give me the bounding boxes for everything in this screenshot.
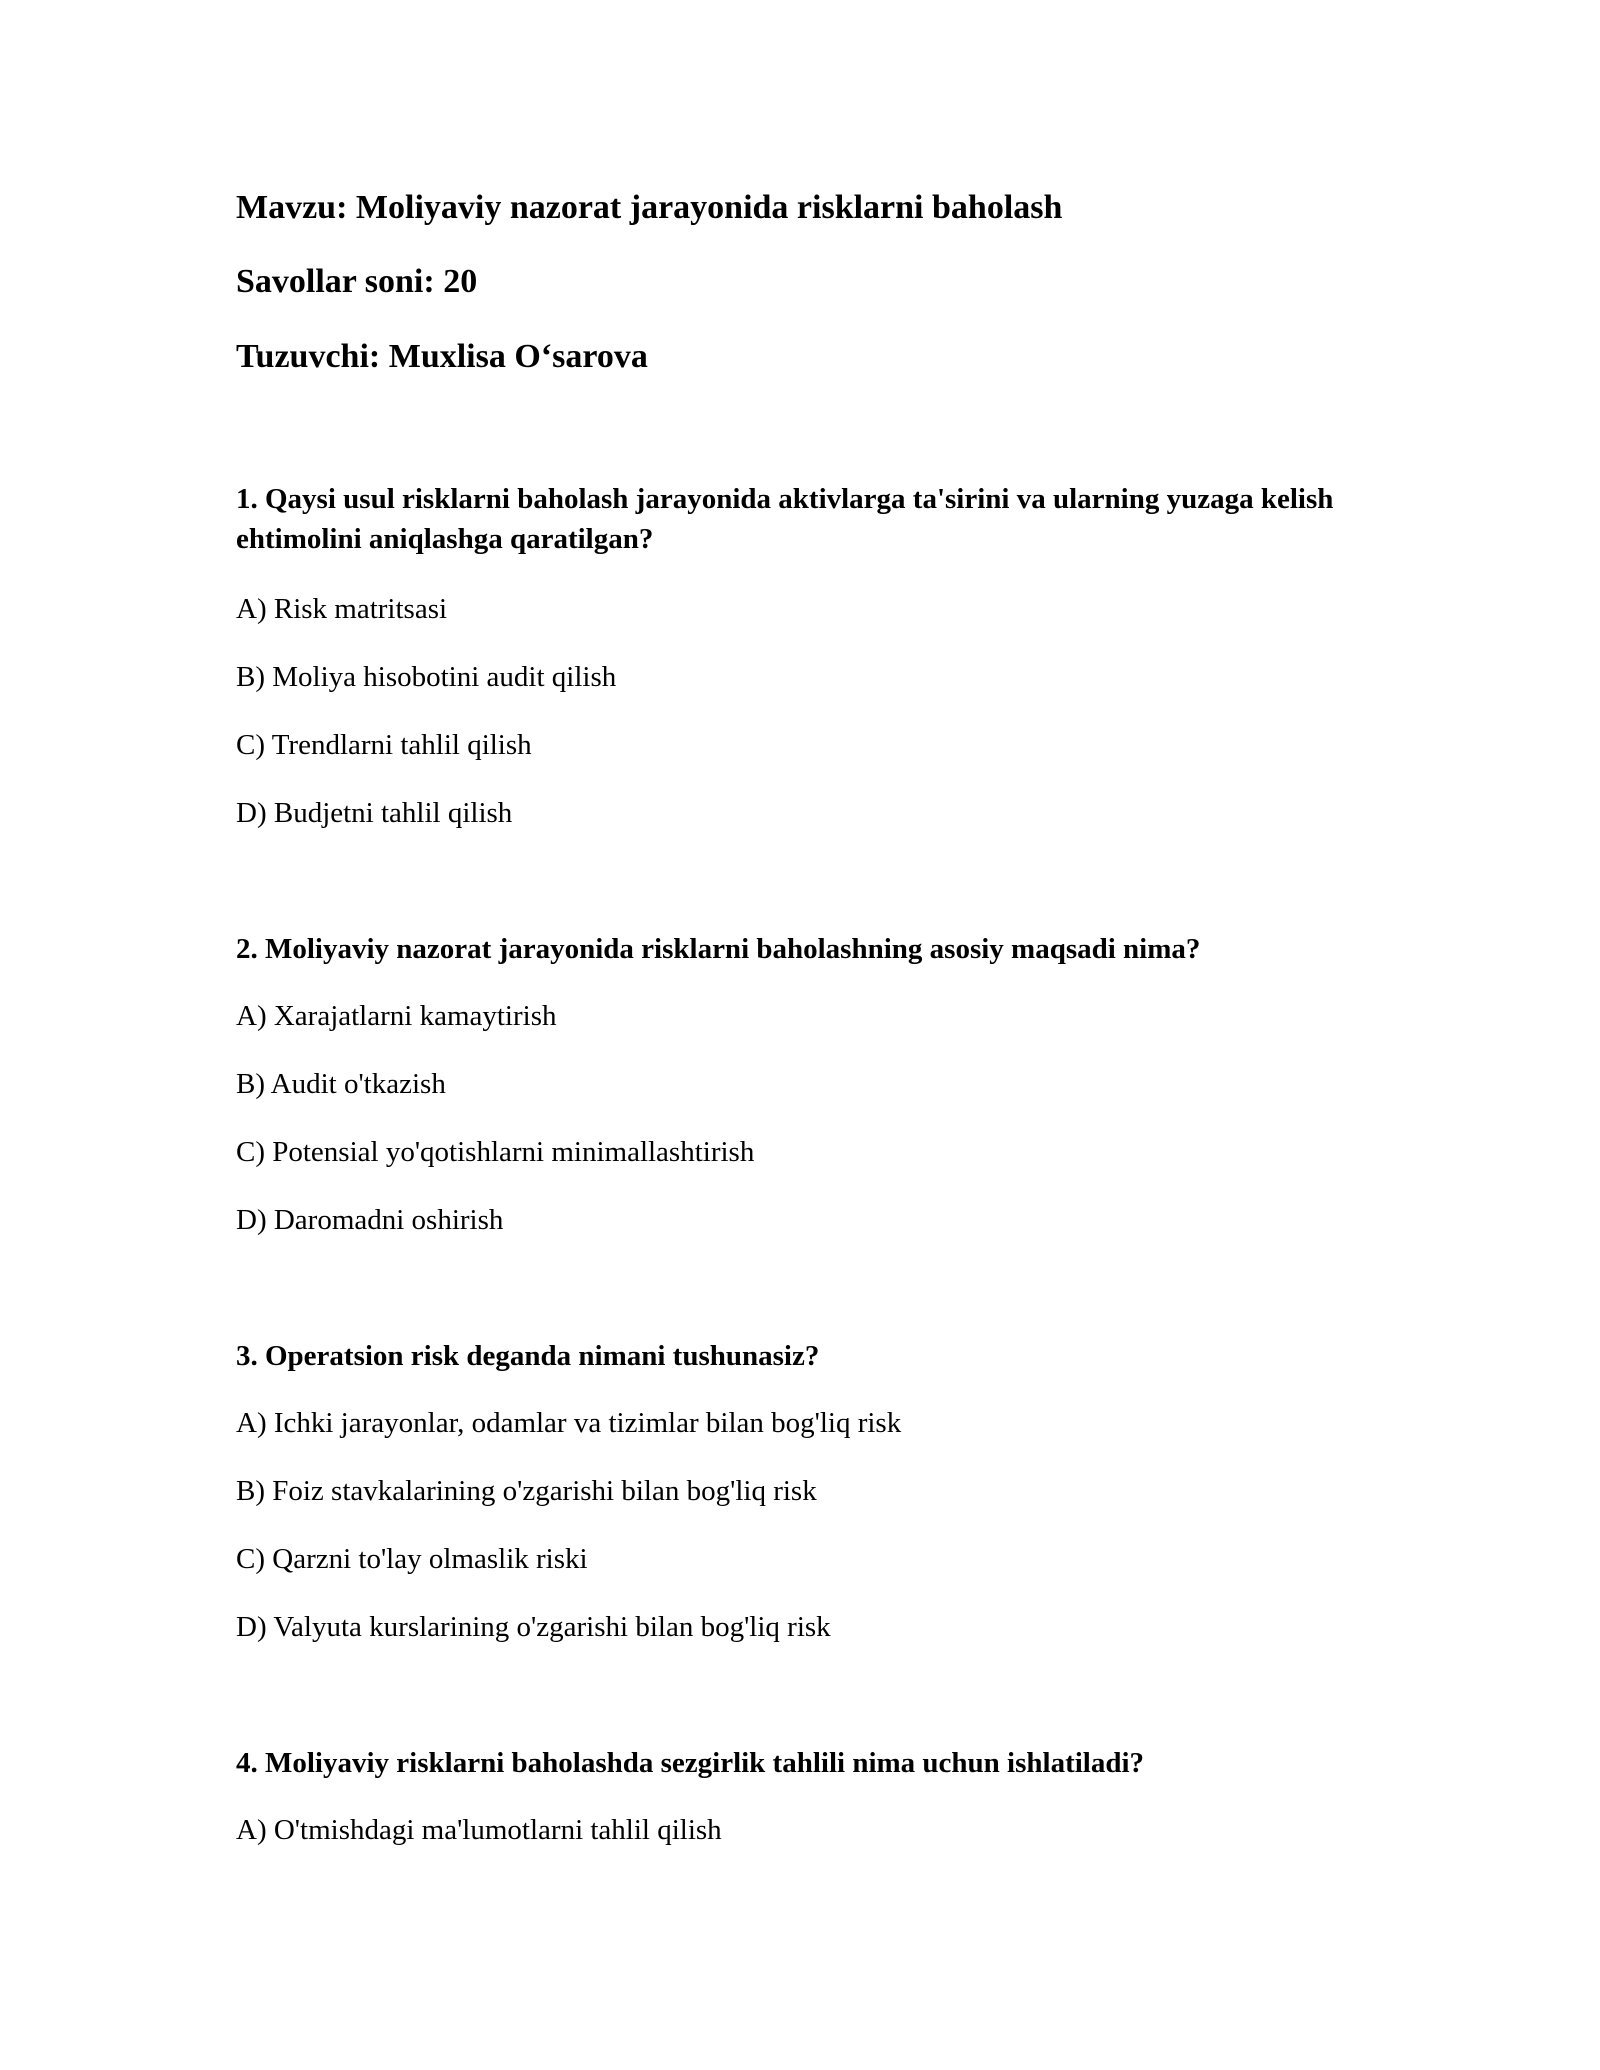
question-2-option-b: B) Audit o'tkazish (236, 1068, 446, 1100)
question-3-option-a: A) Ichki jarayonlar, odamlar va tizimlar bilan bog'liq risk (236, 1407, 902, 1439)
question-1-option-b: B) Moliya hisobotini audit qilish (236, 661, 617, 693)
question-3-option-c: C) Qarzni to'lay olmaslik riski (236, 1543, 588, 1575)
question-count: Savollar soni: 20 (236, 263, 478, 300)
question-3-title: 3. Operatsion risk deganda nimani tushunasiz? (236, 1340, 820, 1372)
question-1-option-d: D) Budjetni tahlil qilish (236, 797, 513, 829)
question-2-option-c: C) Potensial yo'qotishlarni minimallashtirish (236, 1136, 755, 1168)
question-3-option-b: B) Foiz stavkalarining o'zgarishi bilan bog'liq risk (236, 1475, 817, 1507)
question-1-option-a: A) Risk matritsasi (236, 593, 448, 625)
question-2-option-d: D) Daromadni oshirish (236, 1204, 504, 1236)
question-3-option-d: D) Valyuta kurslarining o'zgarishi bilan bog'liq risk (236, 1611, 831, 1643)
author-line: Tuzuvchi: Muxlisa O‘sarova (236, 338, 648, 375)
question-4-title: 4. Moliyaviy risklarni baholashda sezgirlik tahlili nima uchun ishlatiladi? (236, 1747, 1145, 1779)
topic-heading: Mavzu: Moliyaviy nazorat jarayonida risklarni baholash (236, 189, 1063, 226)
question-2-option-a: A) Xarajatlarni kamaytirish (236, 1000, 557, 1032)
question-4-option-a: A) O'tmishdagi ma'lumotlarni tahlil qilish (236, 1814, 722, 1846)
question-1-title: 1. Qaysi usul risklarni baholash jarayonida aktivlarga ta'sirini va ularning yuzaga kelish ehtimolini aniqlashga qaratilgan? (236, 483, 1334, 555)
question-2-title: 2. Moliyaviy nazorat jarayonida risklarni baholashning asosiy maqsadi nima? (236, 933, 1201, 965)
question-1-option-c: C) Trendlarni tahlil qilish (236, 729, 532, 761)
